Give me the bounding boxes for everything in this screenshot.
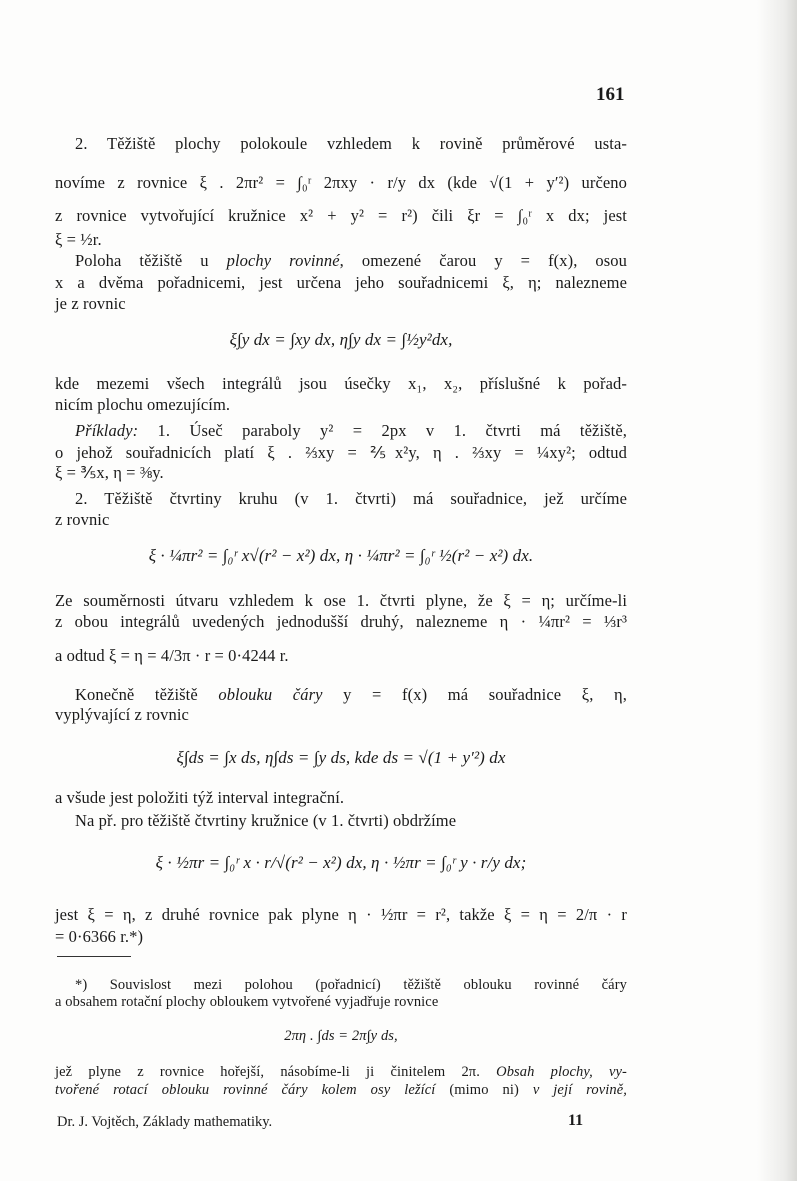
footnote-equation: 2πη . ∫ds = 2π∫y ds, <box>284 1028 398 1044</box>
text: (mimo ni) <box>435 1082 533 1098</box>
text-line: z rovnice vytvořující kružnice x² + y² = r²) čili ξr = ∫₀ʳ x dx; jest <box>55 206 627 225</box>
footer-author-title: Dr. J. Vojtěch, Základy mathematiky. <box>57 1114 273 1130</box>
text: Poloha těžiště u <box>75 251 227 270</box>
text-line: ξ = ⅗x, η = ⅜y. <box>55 463 164 482</box>
text: jež plyne z rovnice hořejší, násobíme-li ji činitelem 2π. <box>55 1064 497 1080</box>
equation: ξ∫y dx = ∫xy dx, η∫y dx = ∫½y²dx, <box>229 330 453 349</box>
text-line <box>55 421 627 441</box>
text-line: jest ξ = η, z druhé rovnice pak plyne η · ½πr = r², takže ξ = η = 2/π · r <box>55 905 627 924</box>
text-line <box>55 685 627 705</box>
italic-text: Obsah plochy, vy- <box>496 1064 627 1080</box>
equation: ξ · ¼πr² = ∫₀ʳ x√(r² − x²) dx, η · ¼πr² = ∫₀ʳ ½(r² − x²) dx. <box>148 546 534 565</box>
text: Konečně těžiště <box>75 685 219 704</box>
italic-text: v její rovině, <box>532 1082 627 1098</box>
text: , omezené čarou y = f(x), osou <box>339 251 627 270</box>
text-line: je z rovnic <box>55 294 126 313</box>
text-line: a odtud ξ = η = 4/3π · r = 0·4244 r. <box>55 646 289 665</box>
text-line: x a dvěma pořadnicemi, jest určena jeho souřadnicemi ξ, η; nalezneme <box>55 273 627 292</box>
equation: ξ∫ds = ∫x ds, η∫ds = ∫y ds, kde ds = √(1 + y′²) dx <box>176 748 506 767</box>
page-edge-shadow <box>757 0 797 1181</box>
text: y = f(x) má souřadnice ξ, η, <box>322 685 627 704</box>
text-line: Na př. pro těžiště čtvrtiny kružnice (v 1. čtvrti) obdržíme <box>75 811 457 830</box>
italic-text: Příklady: <box>75 421 139 440</box>
equation: ξ · ½πr = ∫₀ʳ x · r/√(r² − x²) dx, η · ½πr = ∫₀ʳ y · r/y dx; <box>155 853 527 872</box>
footnote-rule <box>57 956 131 957</box>
text-line: novíme z rovnice ξ . 2πr² = ∫₀ʳ 2πxy · r/y dx (kde √(1 + y′²) určeno <box>55 173 627 192</box>
text-line: = 0·6366 r.*) <box>55 927 144 946</box>
footnote-line: a obsahem rotační plochy obloukem vytvořené vyjadřuje rovnice <box>55 994 439 1010</box>
text-line <box>55 251 627 271</box>
page-number: 161 <box>596 84 625 105</box>
text-line: o jehož souřadnicích platí ξ . ⅔xy = ⅖x²y, η . ⅔xy = ¼xy²; odtud <box>55 443 627 462</box>
text-line: z obou integrálů uvedených jednodušší druhý, nalezneme η · ¼πr² = ⅓r³ <box>55 612 627 631</box>
text-line: Ze souměrnosti útvaru vzhledem k ose 1. čtvrti plyne, že ξ = η; určíme-li <box>55 591 627 610</box>
text-line: 2. Těžiště čtvrtiny kruhu (v 1. čtvrti) má souřadnice, jež určíme <box>75 489 627 508</box>
italic-text: oblouku čáry <box>218 685 323 704</box>
text: 1. Úseč paraboly y² = 2px v 1. čtvrti má těžiště, <box>138 421 627 440</box>
text-line: ξ = ½r. <box>55 230 102 249</box>
italic-text: tvořené rotací oblouku rovinné čáry kolem osy ležící <box>55 1082 436 1098</box>
text-line: a všude jest položiti týž interval integrační. <box>55 788 345 807</box>
text-line: vyplývající z rovnic <box>55 705 189 724</box>
footnote-line <box>55 1080 627 1100</box>
text-line: kde mezemi všech integrálů jsou úsečky x₁, x₂, příslušné k pořad- <box>55 374 627 393</box>
italic-text: plochy rovinné <box>226 251 340 270</box>
footer-signature-number: 11 <box>568 1112 584 1129</box>
text-line: nicím plochu omezujícím. <box>55 395 231 414</box>
footnote-line: *) Souvislost mezi polohou (pořadnicí) těžiště oblouku rovinné čáry <box>75 977 627 993</box>
footnote-line <box>55 1062 627 1082</box>
text-line: 2. Těžiště plochy polokoule vzhledem k rovině průměrové usta- <box>75 134 627 153</box>
text-line: z rovnic <box>55 510 110 529</box>
